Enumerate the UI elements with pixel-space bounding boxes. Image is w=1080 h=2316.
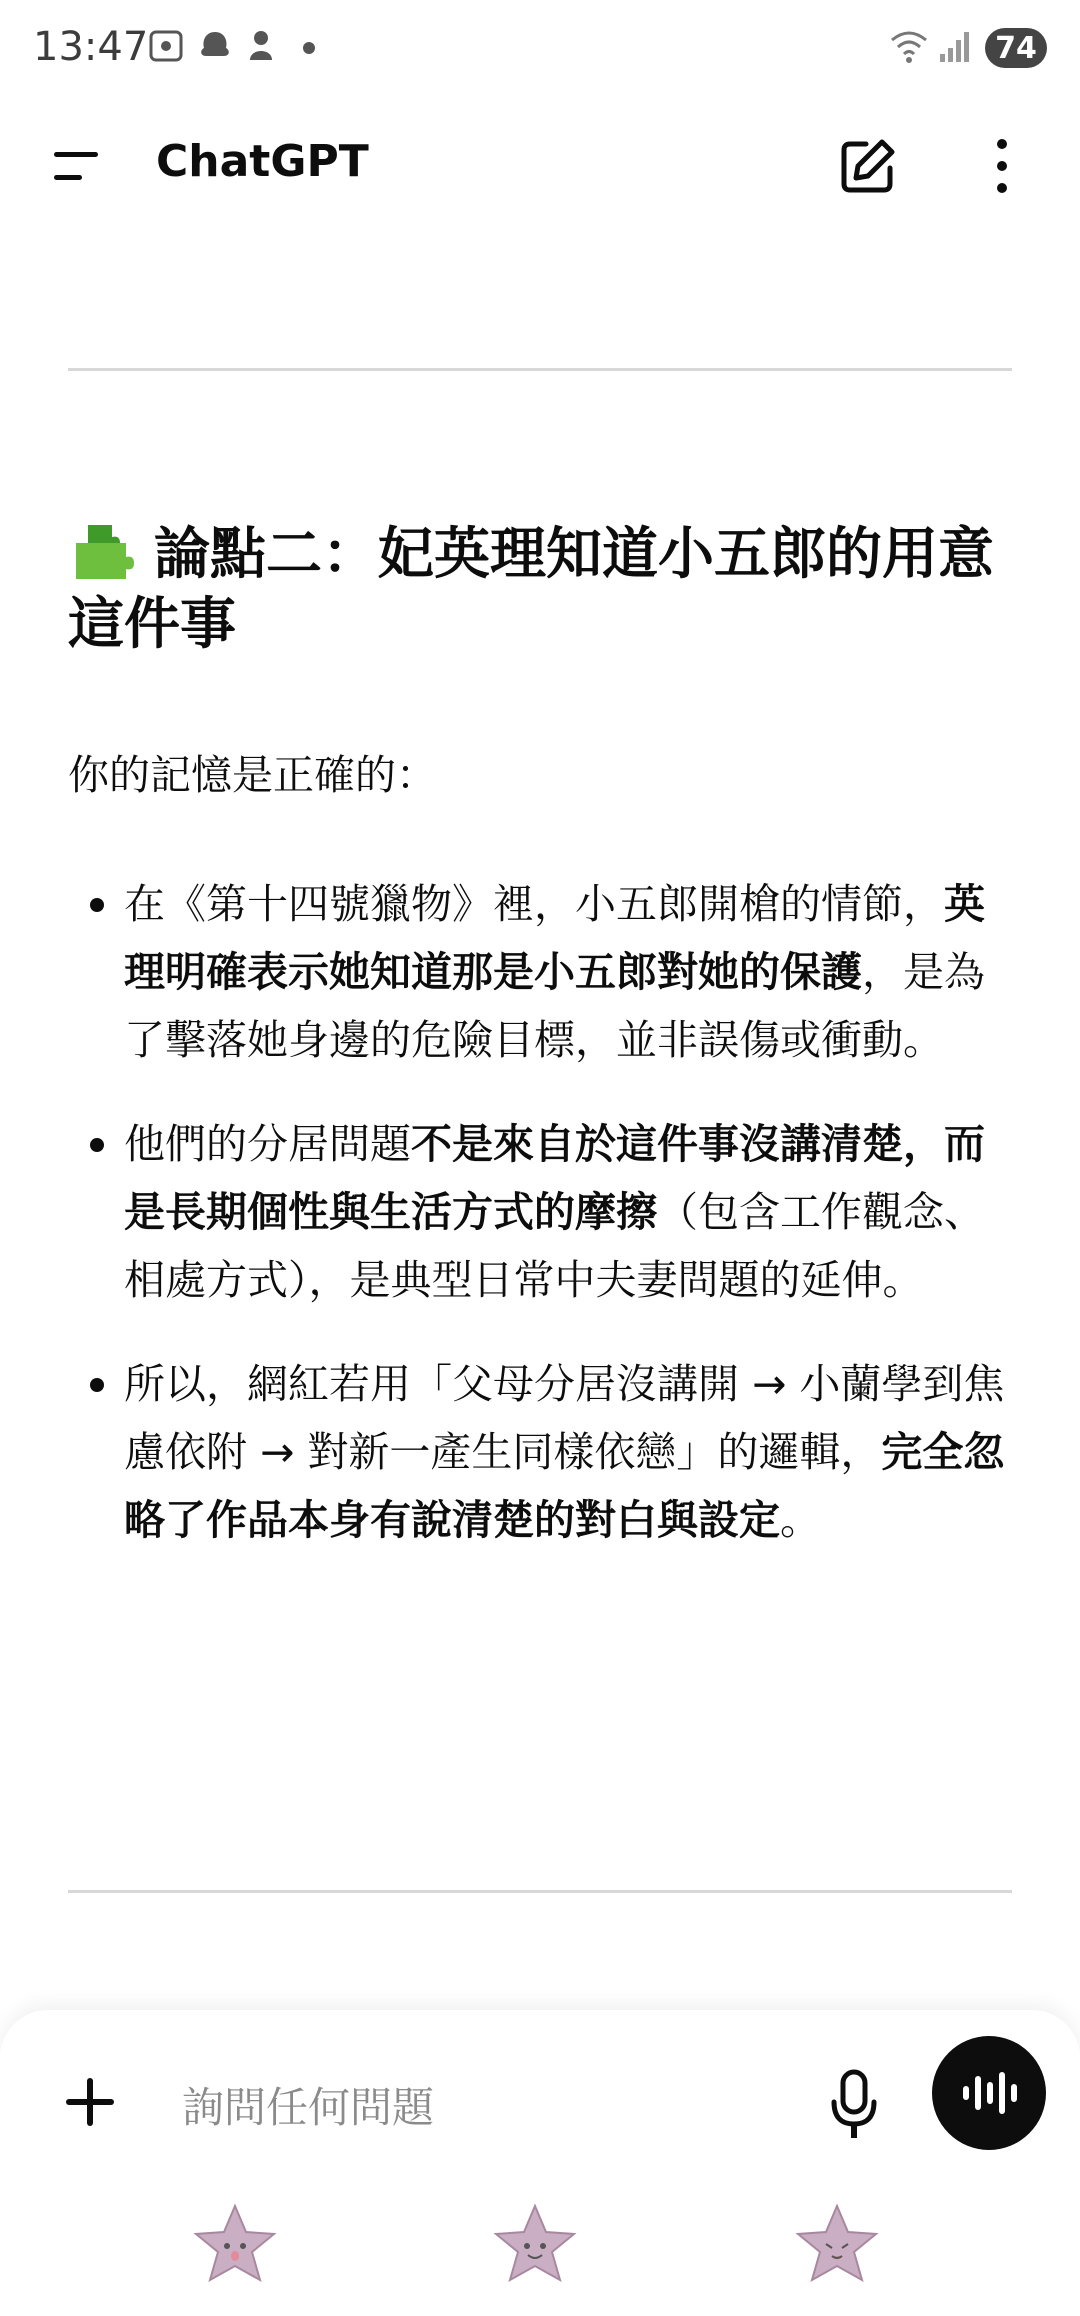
screenshot-icon	[148, 26, 184, 70]
section-heading-text: 論點二：妃英理知道小五郎的用意這件事	[68, 522, 994, 657]
status-time: 13:47	[33, 24, 149, 70]
bullet-text: 他們的分居問題	[124, 1120, 411, 1168]
voice-mode-button[interactable]	[932, 2036, 1046, 2150]
bullet-text: （包含工作觀念、相處方式），是典型日常中夫妻問題的延伸。	[124, 1188, 985, 1304]
attach-button[interactable]	[58, 2070, 122, 2134]
wifi-icon	[888, 26, 930, 70]
bullet-bold-text: 完全忽略了作品本身有說清楚的對白與設定	[124, 1428, 1005, 1544]
plus-icon	[58, 2070, 122, 2134]
bullet-list	[68, 870, 1018, 1590]
new-chat-button[interactable]	[836, 134, 900, 198]
bullet-dot	[90, 898, 104, 912]
puzzle-piece-icon	[68, 521, 138, 581]
menu-icon	[44, 142, 108, 190]
menu-button[interactable]	[44, 142, 108, 190]
bullet-dot	[90, 1378, 104, 1392]
star-sticker-icon[interactable]	[792, 2200, 882, 2290]
signal-icon	[938, 26, 972, 70]
app-title[interactable]: ChatGPT	[156, 136, 369, 187]
bullet-text: ，是為了擊落她身邊的危險目標，並非誤傷或衝動。	[124, 948, 985, 1064]
list-item	[68, 1350, 1018, 1554]
bullet-bold-text: 不是來自於這件事沒講清楚，而是長期個性與生活方式的摩擦	[124, 1120, 985, 1236]
app-notification-icon	[244, 26, 278, 70]
intro-text: 你的記憶是正確的：	[68, 751, 437, 799]
message-composer	[0, 2010, 1080, 2316]
bullet-text: 所以，網紅若用「父母分居沒講開 → 小蘭學到焦慮依附 → 對新一產生同樣依戀」的邏輯，	[124, 1360, 1005, 1476]
more-options-button[interactable]	[980, 134, 1024, 198]
status-bar	[0, 0, 1080, 100]
app-notification-icon	[196, 26, 234, 70]
list-item	[68, 870, 1018, 1074]
divider	[68, 1890, 1012, 1893]
voice-mode-icon	[959, 2068, 1019, 2118]
bullet-dot	[90, 1138, 104, 1152]
new-chat-icon	[836, 134, 900, 198]
bullet-text: 在《第十四號獵物》裡，小五郎開槍的情節，	[124, 880, 944, 928]
app-header	[0, 100, 1080, 230]
mic-button[interactable]	[826, 2066, 882, 2142]
divider	[68, 368, 1012, 371]
more-vertical-icon	[980, 134, 1024, 198]
bullet-text: 。	[780, 1496, 821, 1544]
message-input[interactable]	[180, 2074, 784, 2140]
section-heading	[68, 520, 1018, 660]
battery-indicator: 74	[985, 28, 1047, 68]
bullet-bold-text: 英理明確表示她知道那是小五郎對她的保護	[124, 880, 985, 996]
mic-icon	[826, 2066, 882, 2142]
dot-icon	[302, 40, 316, 59]
list-item	[68, 1110, 1018, 1314]
star-sticker-icon[interactable]	[490, 2200, 580, 2290]
star-sticker-icon[interactable]	[190, 2200, 280, 2290]
